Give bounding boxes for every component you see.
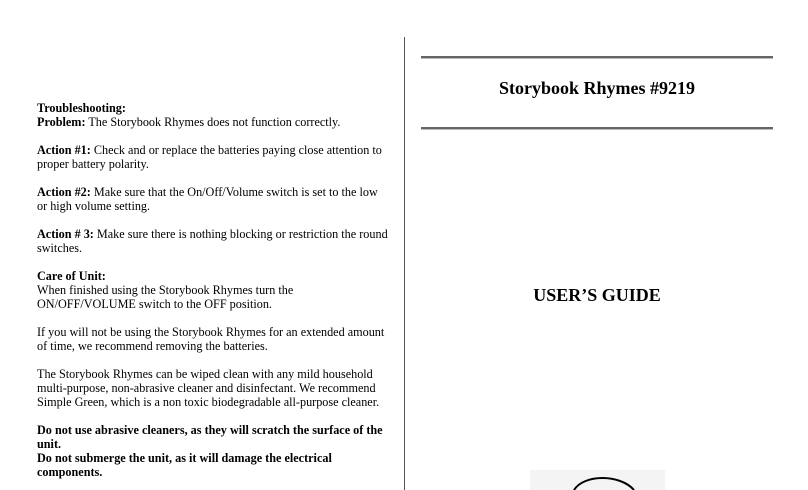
action1-block [37, 143, 389, 171]
problem-label: Problem: [37, 115, 86, 129]
users-guide-title: USER’S GUIDE [533, 285, 661, 305]
problem-text: The Storybook Rhymes does not function correctly. [85, 115, 341, 129]
action1-text: Check and or replace the batteries paying close attention to proper battery polarity. [37, 143, 382, 171]
care-block [37, 269, 389, 311]
title-rule-bottom [421, 127, 773, 130]
cleaning-paragraph: The Storybook Rhymes can be wiped clean with any mild household multi-purpose, non-abrasive cleaner and disinfectant. We recommend Simple Green, which is a non toxic biodegradable all-purpose cleaner. [37, 367, 380, 409]
troubleshooting-page [37, 101, 389, 490]
action3-text: Make sure there is nothing blocking or restriction the round switches. [37, 227, 388, 255]
troubleshooting-heading: Troubleshooting: [37, 101, 126, 115]
action2-text: Make sure that the On/Off/Volume switch is set to the low or high volume setting. [37, 185, 378, 213]
warnings-block [37, 423, 389, 479]
logo-fragment [530, 470, 665, 490]
action1-label: Action #1: [37, 143, 91, 157]
action3-block [37, 227, 389, 255]
warning-abrasive: Do not use abrasive cleaners, as they will scratch the surface of the unit. [37, 423, 383, 451]
problem-block [37, 101, 389, 129]
batteries-paragraph: If you will not be using the Storybook Rhymes for an extended amount of time, we recommend removing the batteries. [37, 325, 385, 353]
action3-label: Action # 3: [37, 227, 94, 241]
page-divider [404, 37, 405, 490]
product-title: Storybook Rhymes #9219 [498, 78, 695, 98]
logo-arc-icon [530, 470, 665, 490]
care-heading: Care of Unit: [37, 269, 106, 283]
title-rule-top [421, 56, 773, 59]
action2-block [37, 185, 389, 213]
action2-label: Action #2: [37, 185, 91, 199]
care-text-line2: ON/OFF/VOLUME switch to the OFF position. [37, 297, 272, 311]
warning-submerge: Do not submerge the unit, as it will damage the electrical components. [37, 451, 332, 479]
care-text-line1: When finished using the Storybook Rhymes turn the [37, 283, 294, 297]
